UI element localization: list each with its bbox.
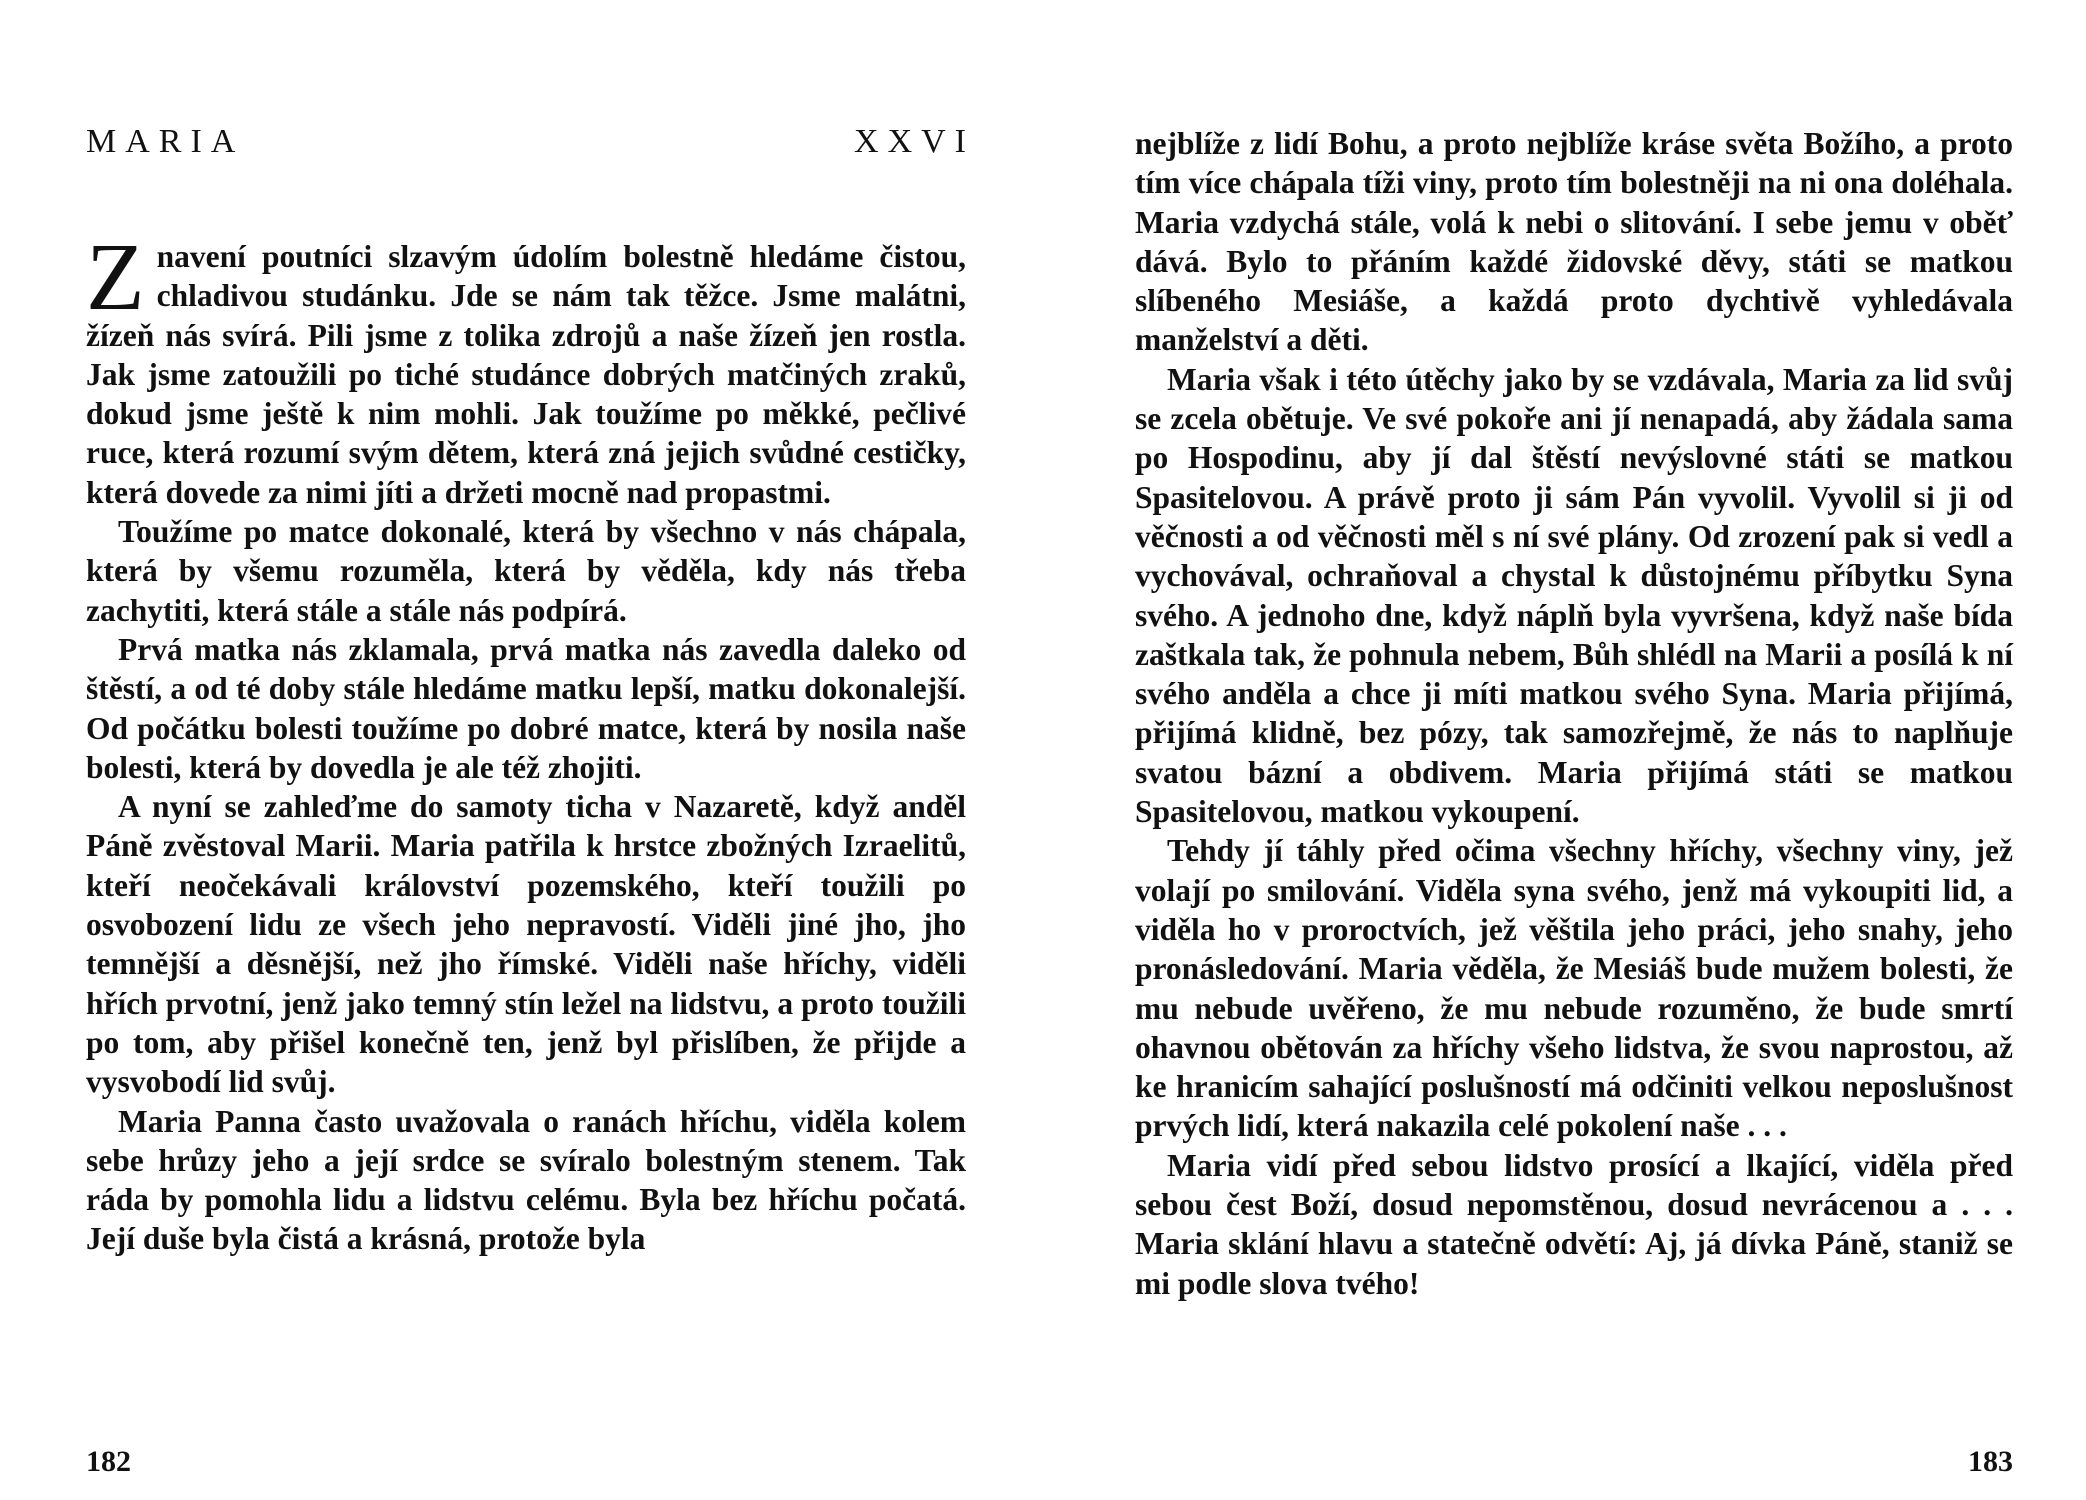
running-head-title: MARIA [86, 123, 245, 160]
paragraph: Maria vidí před sebou lidstvo prosící a lkající, viděla před sebou čest Boží, dosud nepomstěnou, dosud nevrácenou a . . . Maria sklání hlavu a statečně odvětí: Aj, já dívka Páně, staniž se mi podle slova tvého! [1135, 1147, 2013, 1301]
page-number-right: 183 [1968, 1445, 2013, 1478]
paragraph: A nyní se zahleďme do samoty ticha v Nazaretě, když anděl Páně zvěstoval Marii. Maria patřila k hrstce zbožných Izraelitů, kteří neočekávali království pozemského, kteří toužili po osvobození lidu ze všech jeho nepravostí. Viděli jiné jho, jho temnější a děsnější, než jho římské. Viděli naše hříchy, viděli hřích prvotní, jenž jako temný stín ležel na lidstvu, a proto toužili po tom, aby přišel konečně ten, jenž byl přislíben, že přijde a vysvobodí lid svůj. [86, 789, 966, 1100]
paragraph: Toužíme po matce dokonalé, která by všechno v nás chápala, která by všemu rozuměla, která by věděla, kdy nás třeba zachytiti, která stále a stále nás podpírá. [86, 514, 966, 628]
paragraph: Tehdy jí táhly před očima všechny hříchy, všechny viny, jež volají po smilování. Viděla syna svého, jenž má vykoupiti lid, a viděla ho v proroctvích, jež věštila jeho práci, jeho snahy, jeho pronásledování. Maria věděla, že Mesiáš bude mužem bolesti, že mu nebude uvěřeno, že mu nebude rozuměno, že bude smrtí ohavnou obětován za hříchy všeho lidstva, že svou naprostou, až ke hranicím sahající poslušností má odčiniti velkou neposlušnost prvých lidí, která nakazila celé pokolení naše . . . [1135, 833, 2013, 1144]
left-page [86, 0, 975, 1500]
page-number-left: 182 [86, 1445, 131, 1478]
paragraph: Maria Panna často uvažovala o ranách hříchu, viděla kolem sebe hrůzy jeho a její srdce se svíralo bolestným stenem. Tak ráda by pomohla lidu a lidstvu celému. Byla bez hříchu počatá. Její duše byla čistá a krásná, protože byla [86, 1103, 966, 1257]
running-head [86, 122, 975, 162]
paragraph: Maria však i této útěchy jako by se vzdávala, Maria za lid svůj se zcela obětuje. Ve své pokoře ani jí nenapadá, aby žádala sama po Hospodinu, aby jí dal štěstí nevýslovné státi se matkou Spasitelovou. A právě proto ji sám Pán vyvolil. Vyvolil si ji od věčnosti a od věčnosti měl s ní své plány. Od zrození pak si vedl a vychovával, ochraňoval a chystal k důstojnému příbytku Syna svého. A jednoho dne, když náplň byla vyvršena, když naše bída zaštkala tak, že pohnula nebem, Bůh shlédl na Marii a posílá k ní svého anděla a chce ji míti matkou svého Syna. Maria přijímá, přijímá klidně, bez pózy, tak samozřejmě, že nás to naplňuje svatou bázní a obdivem. Maria přijímá státi se matkou Spasitelovou, matkou vykoupení. [1135, 361, 2013, 830]
opening-paragraph-text: navení poutníci slzavým údolím bolestně hledáme čistou, chladivou studánku. Jde se nám tak těžce. Jsme malátni, žízeň nás svírá. Pili jsme z tolika zdrojů a naše žízeň jen rostla. Jak jsme zatoužili po tiché studánce dobrých matčiných zraků, dokud jsme ještě k nim mohli. Jak toužíme po měkké, pečlivé ruce, která rozumí svým dětem, která zná jejich svůdné cestičky, která dovede za nimi jíti a držeti mocně nad propastmi. [86, 239, 966, 510]
paragraph: Prvá matka nás zklamala, prvá matka nás zavedla daleko od štěstí, a od té doby stále hledáme matku lepší, matku dokonalejší. Od počátku bolesti toužíme po dobré matce, která by nosila naše bolesti, která by dovedla je ale též zhojiti. [86, 631, 966, 785]
drop-cap: Z [86, 223, 145, 330]
continuation-paragraph: nejblíže z lidí Bohu, a proto nejblíže kráse světa Božího, a proto tím více chápala tíži viny, proto tím bolestněji na ni ona doléhala. Maria vzdychá stále, volá k nebi o slitování. I sebe jemu v oběť dává. Bylo to přáním každé židovské děvy, státi se matkou slíbeného Mesiáše, a každá proto dychtivě vyhledávala manželství a děti. [1135, 126, 2013, 358]
opening-paragraph [86, 223, 966, 512]
right-page [1135, 0, 2013, 1500]
running-head-chapter: XXVI [854, 123, 975, 160]
right-text-block [1135, 124, 2013, 1303]
left-text-block [86, 223, 966, 1259]
